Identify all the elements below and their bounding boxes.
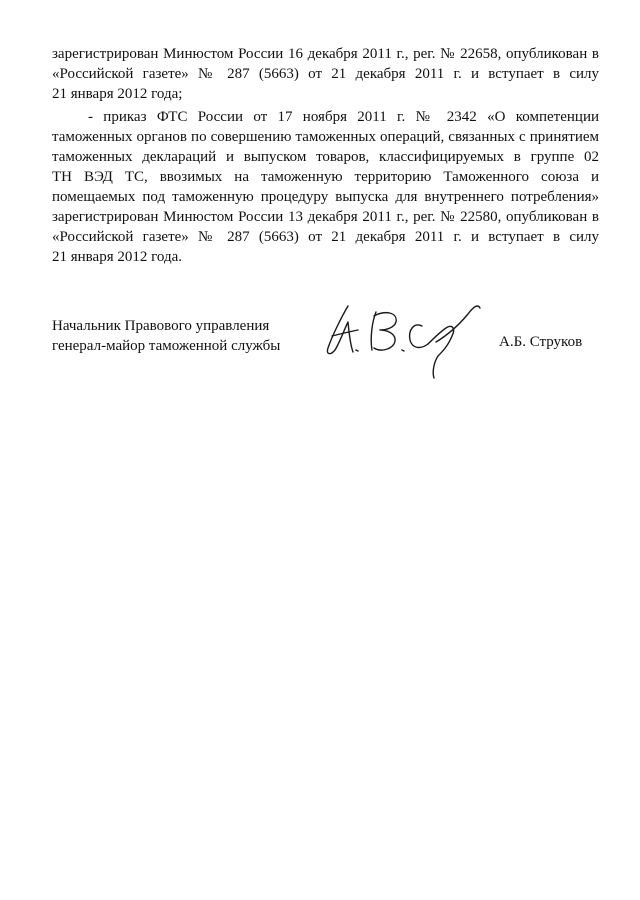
document-body — [52, 44, 599, 267]
signatory-name: А.Б. Струков — [499, 334, 583, 350]
text-line: «Российской газете» № 287 (5663) от 21 декабря 2011 г. и вступает в силу — [52, 229, 599, 245]
text-line: 21 января 2012 года; — [52, 86, 183, 102]
paragraph-order-2342 — [52, 107, 599, 267]
text-line: «Российской газете» № 287 (5663) от 21 декабря 2011 г. и вступает в силу — [52, 66, 599, 82]
text-line: таможенных органов по совершению таможенных операций, связанных с принятием — [52, 129, 599, 145]
handwritten-signature — [318, 292, 498, 382]
text-line: - приказ ФТС России от 17 ноября 2011 г. № 2342 «О компетенции — [88, 109, 599, 125]
text-line: зарегистрирован Минюстом России 16 декабря 2011 г., рег. № 22658, опубликован в — [52, 46, 599, 62]
text-line: 21 января 2012 года. — [52, 249, 183, 265]
signatory-position-line-2: генерал-майор таможенной службы — [52, 338, 281, 354]
paragraph-registration-1 — [52, 44, 599, 104]
text-line: таможенных деклараций и выпуском товаров, классифицируемых в группе 02 — [52, 149, 599, 165]
text-line: помещаемых под таможенную процедуру выпуска для внутреннего потребления» — [52, 189, 599, 205]
signatory-position-line-1: Начальник Правового управления — [52, 318, 270, 334]
text-line: ТН ВЭД ТС, ввозимых на таможенную территорию Таможенного союза и — [52, 169, 599, 185]
text-line: зарегистрирован Минюстом России 13 декабря 2011 г., рег. № 22580, опубликован в — [52, 209, 599, 225]
signatory-position — [52, 316, 280, 356]
